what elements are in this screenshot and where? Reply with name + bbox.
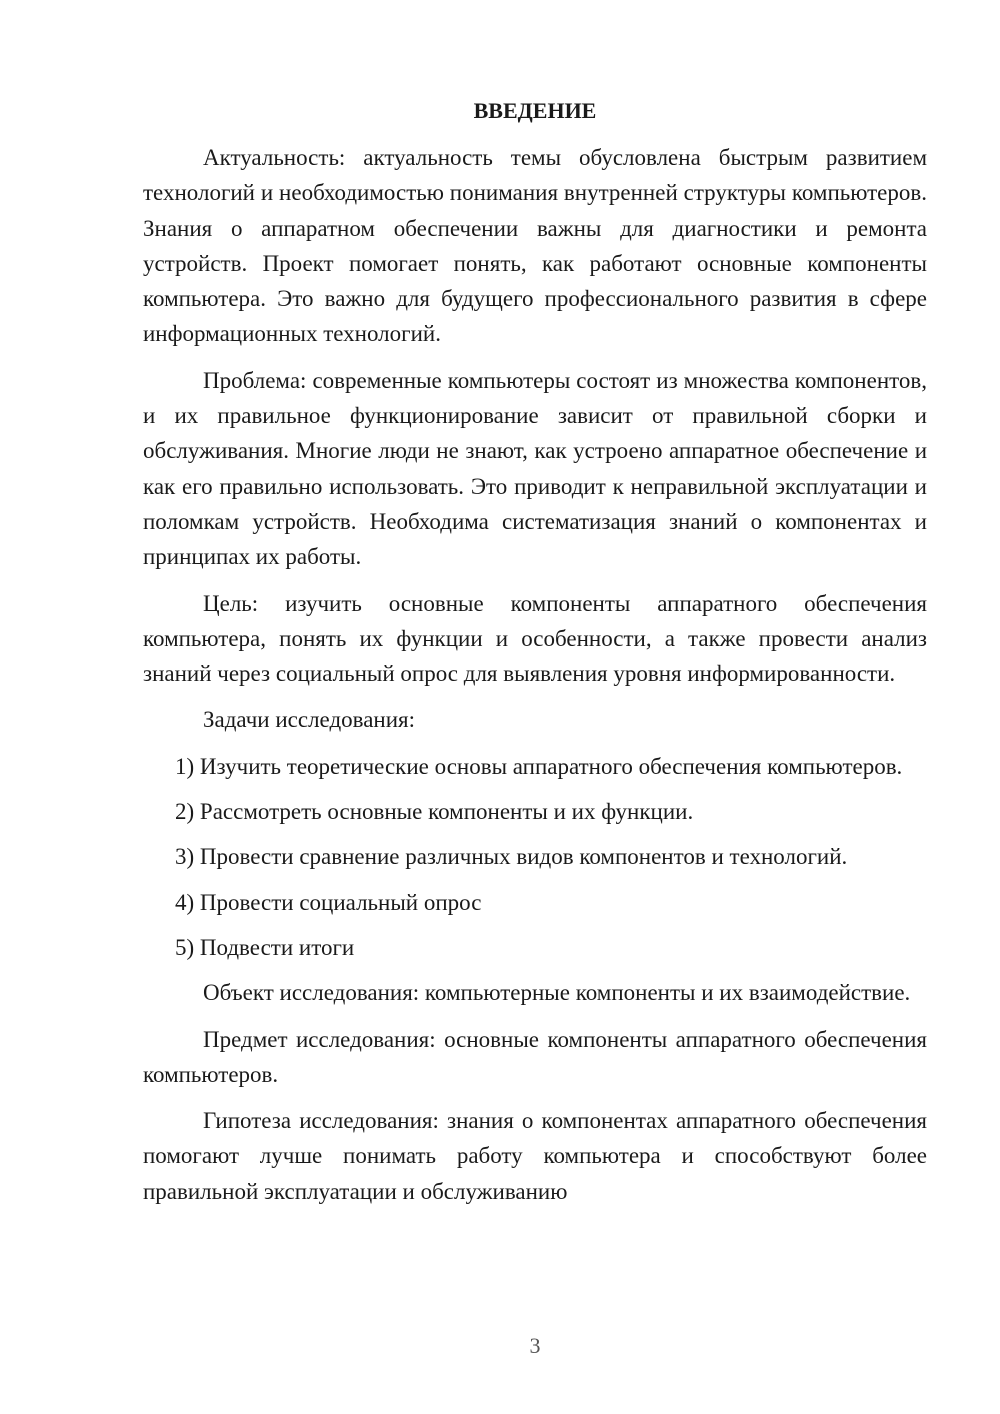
goal-paragraph: Цель: изучить основные компоненты аппаратного обеспечения компьютера, понять их функции и особенности, а также провести анализ знаний через социальный опрос для выявления уровня информированности. xyxy=(143,590,927,687)
tasks-intro: Задачи исследования: xyxy=(203,707,416,733)
problem-paragraph: Проблема: современные компьютеры состоят из множества компонентов, и их правильное функционирование зависит от правильной сборки и обслуживания. Многие люди не знают, как устроено аппаратное обеспечение и как его правильно использовать. Это приводит к неправильной эксплуатации и поломкам устройств. Необходима систематизация знаний о компонентах и принципах их работы. xyxy=(143,367,927,570)
page-content xyxy=(143,94,927,1220)
object-paragraph: Объект исследования: компьютерные компоненты и их взаимодействие. xyxy=(203,980,911,1006)
task-item: 4) Провести социальный опрос xyxy=(175,889,482,915)
subject-paragraph: Предмет исследования: основные компоненты аппаратного обеспечения компьютеров. xyxy=(143,1026,927,1087)
relevance-paragraph: Актуальность: актуальность темы обусловлена быстрым развитием технологий и необходимостью понимания внутренней структуры компьютеров. Знания о аппаратном обеспечении важны для диагностики и ремонта устройств. Проект помогает понять, как работают основные компоненты компьютера. Это важно для будущего профессионального развития в сфере информационных технологий. xyxy=(143,145,927,347)
tasks-list xyxy=(143,749,927,965)
hypothesis-paragraph: Гипотеза исследования: знания о компонентах аппаратного обеспечения помогают лучше понимать работу компьютера и способствуют более правильной эксплуатации и обслуживанию xyxy=(143,1108,927,1204)
task-item: 2) Рассмотреть основные компоненты и их функции. xyxy=(175,799,694,825)
task-item: 3) Провести сравнение различных видов компонентов и технологий. xyxy=(175,844,848,870)
page-number: 3 xyxy=(529,1333,541,1358)
section-heading: ВВЕДЕНИЕ xyxy=(473,98,597,123)
task-item: 1) Изучить теоретические основы аппаратного обеспечения компьютеров. xyxy=(175,753,903,779)
task-item: 5) Подвести итоги xyxy=(175,934,355,960)
